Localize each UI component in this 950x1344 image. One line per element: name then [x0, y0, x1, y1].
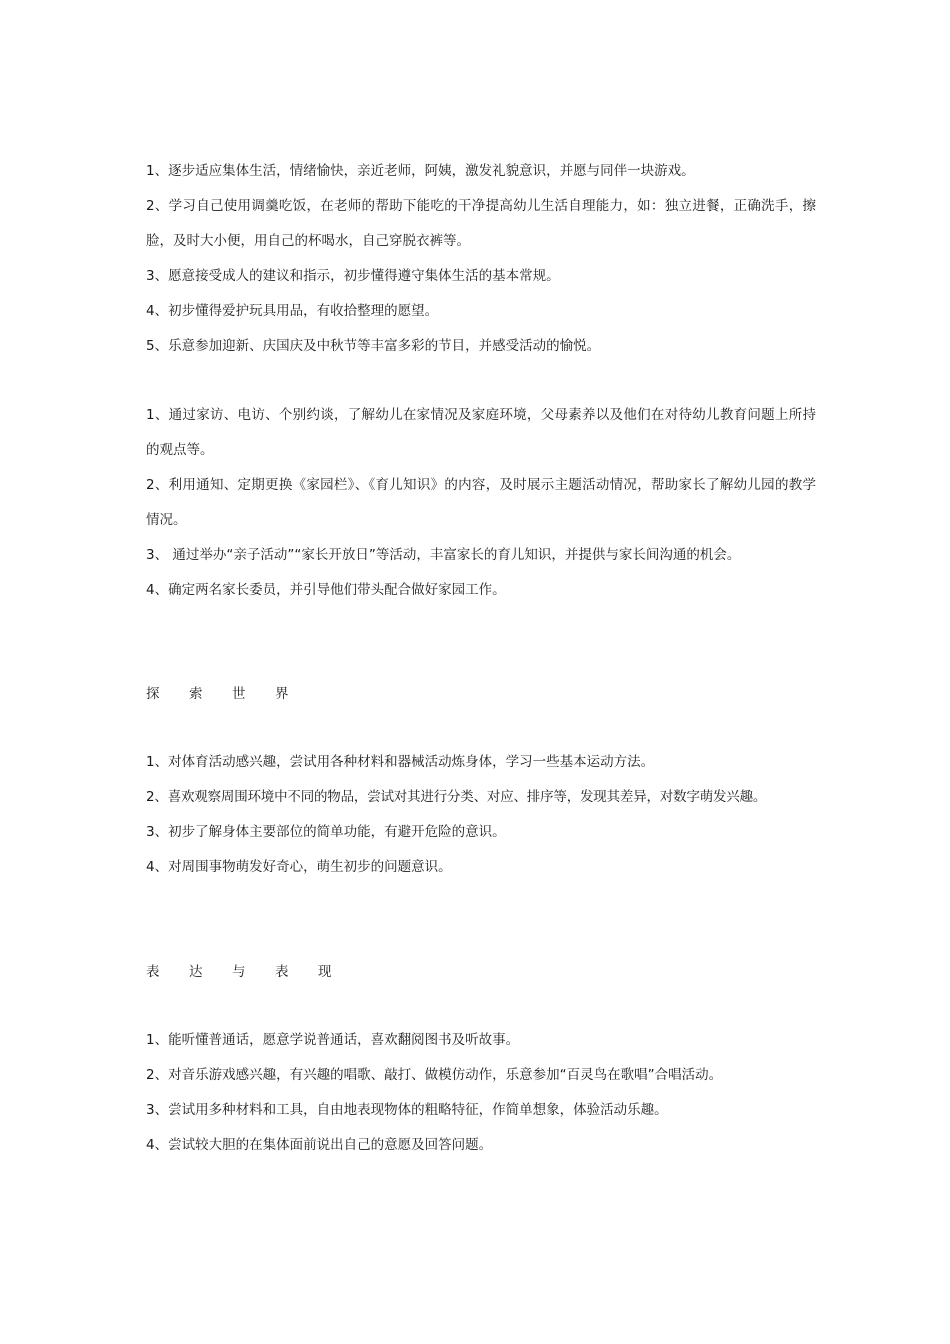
list-item: 3、愿意接受成人的建议和指示，初步懂得遵守集体生活的基本常规。 [146, 268, 560, 284]
list-item: 5、乐意参加迎新、庆国庆及中秋节等丰富多彩的节目，并感受活动的愉悦。 [146, 338, 601, 354]
list-item: 1、对体育活动感兴趣，尝试用各种材料和器械活动炼身体，学习一些基本运动方法。 [146, 754, 655, 770]
list-item: 2、学习自己使用调羹吃饭，在老师的帮助下能吃的干净提高幼儿生活自理能力，如：独立进餐，正确洗手，擦脸，及时大小便，用自己的杯喝水，自己穿脱衣裤等。 [146, 198, 816, 249]
list-item: 1、能听懂普通话，愿意学说普通话，喜欢翻阅图书及听故事。 [146, 1032, 520, 1048]
list-item: 3、尝试用多种材料和工具，自由地表现物体的粗略特征，作简单想象，体验活动乐趣。 [146, 1102, 668, 1118]
list-item: 4、初步懂得爱护玩具用品，有收拾整理的愿望。 [146, 303, 439, 319]
section-parent-work [146, 398, 816, 608]
heading-char: 达 [189, 964, 203, 980]
heading-char: 表 [275, 964, 289, 980]
heading-char: 探 [146, 686, 160, 702]
heading-char: 界 [275, 686, 289, 702]
list-item: 4、对周围事物萌发好奇心，萌生初步的问题意识。 [146, 859, 452, 875]
heading-char: 表 [146, 964, 160, 980]
list-item: 2、利用通知、定期更换《家园栏》、《育儿知识》的内容，及时展示主题活动情况，帮助家长了解幼儿园的教学情况。 [146, 477, 816, 528]
list-item: 4、确定两名家长委员，并引导他们带头配合做好家园工作。 [146, 582, 506, 598]
list-item: 3、初步了解身体主要部位的简单功能，有避开危险的意识。 [146, 824, 506, 840]
heading-char: 现 [318, 964, 332, 980]
heading-char: 索 [189, 686, 203, 702]
heading-char: 世 [232, 686, 246, 702]
section-explore-world [146, 745, 816, 885]
list-item: 2、喜欢观察周围环境中不同的物品，尝试对其进行分类、对应、排序等，发现其差异，对数字萌发兴趣。 [146, 789, 767, 805]
section-heading-expression [146, 962, 361, 982]
list-item: 1、通过家访、电访、个别约谈，了解幼儿在家情况及家庭环境，父母素养以及他们在对待幼儿教育问题上所持的观点等。 [146, 407, 816, 458]
section-routine-goals [146, 154, 816, 364]
list-item: 2、对音乐游戏感兴趣，有兴趣的唱歌、敲打、做模仿动作，乐意参加“百灵鸟在歌唱”合唱活动。 [146, 1067, 723, 1083]
list-item: 3、 通过举办“亲子活动”“家长开放日”等活动，丰富家长的育儿知识，并提供与家长间沟通的机会。 [146, 547, 741, 563]
section-heading-explore-world [146, 684, 318, 704]
list-item: 1、逐步适应集体生活，情绪愉快，亲近老师，阿姨，激发礼貌意识，并愿与同伴一块游戏。 [146, 163, 695, 179]
heading-char: 与 [232, 964, 246, 980]
list-item: 4、尝试较大胆的在集体面前说出自己的意愿及回答问题。 [146, 1137, 493, 1153]
section-expression [146, 1023, 816, 1163]
